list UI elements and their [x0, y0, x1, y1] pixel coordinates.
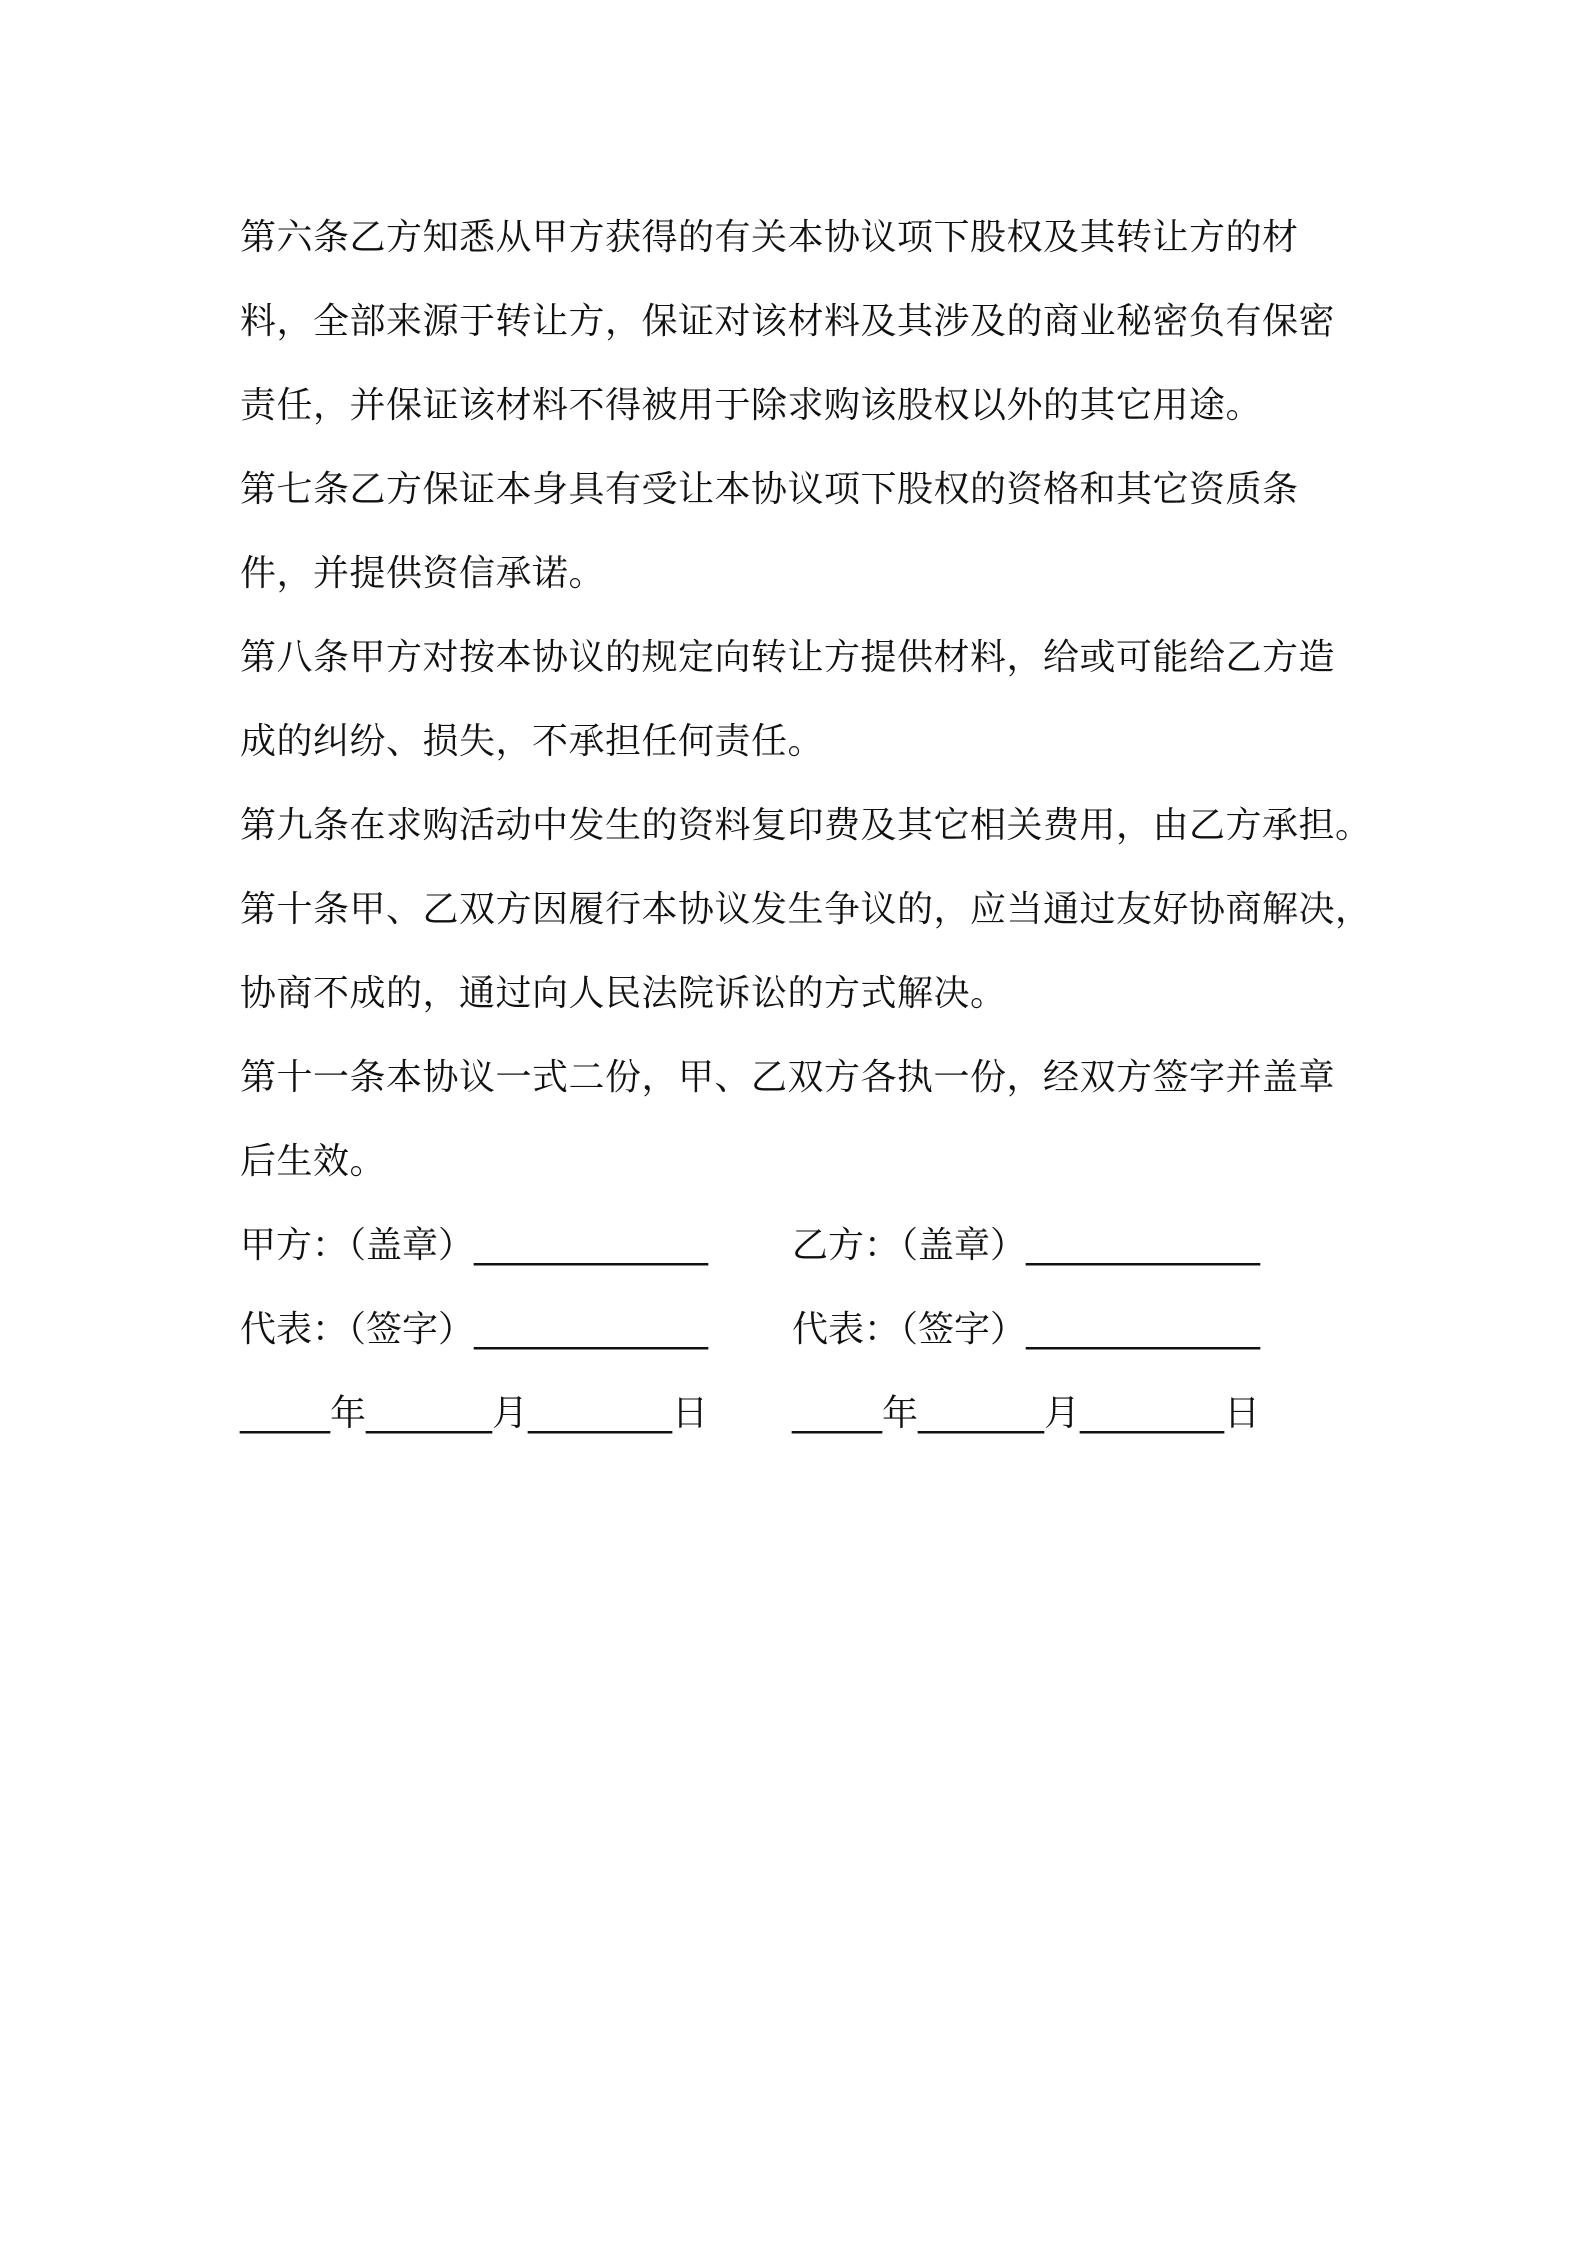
article-9 [240, 784, 1380, 868]
article-11 [240, 1036, 1380, 1204]
article-10 [240, 868, 1380, 1036]
article-10-line-2: 协商不成的，通过向人民法院诉讼的方式解决。 [240, 973, 1007, 1014]
article-6-line-1: 第六条乙方知悉从甲方获得的有关本协议项下股权及其转让方的材 [240, 217, 1299, 258]
article-8-line-1: 第八条甲方对按本协议的规定向转让方提供材料，给或可能给乙方造 [240, 637, 1336, 678]
party-a-representative-field: 代表：（签字）_____________ [240, 1309, 709, 1350]
article-6-line-2: 料，全部来源于转让方，保证对该材料及其涉及的商业秘密负有保密 [240, 301, 1336, 342]
party-b-date-field: _____年_______月________日 [792, 1393, 1260, 1434]
article-6 [240, 196, 1380, 448]
party-b-seal-field: 乙方：（盖章）_____________ [792, 1225, 1261, 1266]
representative-row [240, 1288, 1380, 1372]
article-7-line-1: 第七条乙方保证本身具有受让本协议项下股权的资格和其它资质条 [240, 469, 1299, 510]
article-7-line-2: 件，并提供资信承诺。 [240, 553, 606, 594]
seal-row [240, 1204, 1380, 1288]
article-9-line-1: 第九条在求购活动中发生的资料复印费及其它相关费用，由乙方承担。 [240, 805, 1372, 846]
signature-block [240, 1204, 1380, 1456]
article-11-line-1: 第十一条本协议一式二份，甲、乙双方各执一份，经双方签字并盖章 [240, 1057, 1336, 1098]
party-b-representative-field: 代表：（签字）_____________ [792, 1309, 1261, 1350]
date-row [240, 1372, 1380, 1456]
article-6-line-3: 责任，并保证该材料不得被用于除求购该股权以外的其它用途。 [240, 385, 1263, 426]
article-7 [240, 448, 1380, 616]
article-10-line-1: 第十条甲、乙双方因履行本协议发生争议的，应当通过友好协商解决， [240, 889, 1372, 930]
article-8 [240, 616, 1380, 784]
article-8-line-2: 成的纠纷、损失，不承担任何责任。 [240, 721, 825, 762]
document-body [240, 196, 1380, 1456]
party-a-seal-field: 甲方：（盖章）_____________ [240, 1225, 709, 1266]
party-a-date-field: _____年_______月________日 [240, 1393, 708, 1434]
article-11-line-2: 后生效。 [240, 1141, 387, 1182]
